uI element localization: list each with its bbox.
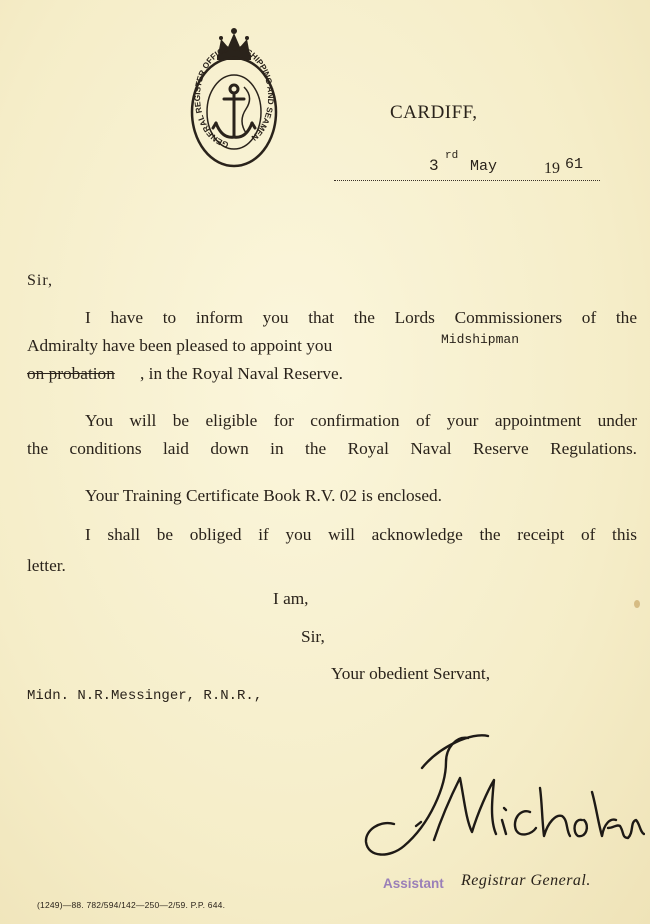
date-month: May: [470, 158, 498, 175]
handwritten-signature: [360, 728, 645, 868]
date-line: [334, 158, 600, 181]
paragraph-1-line-2: Admiralty have been pleased to appoint you: [27, 336, 333, 355]
print-code: (1249)—88. 782/594/142—250—2/59. P.P. 644.: [37, 900, 226, 910]
city-heading: CARDIFF,: [390, 102, 478, 123]
date-year-typed: 61: [565, 156, 584, 173]
registrar-title: Registrar General.: [461, 872, 591, 889]
paragraph-2-line-2: the conditions laid down in the Royal Naval Reserve Regulations.: [27, 439, 637, 458]
paragraph-2-line-1: You will be eligible for confirmation of your appointment under: [85, 411, 637, 430]
svg-text:GENERAL REGISTER OFFICE OF SHI: GENERAL REGISTER OFFICE OF SHIPPING AND SEAMEN: [193, 43, 276, 150]
registry-seal: [188, 25, 280, 170]
paragraph-1-line-3: , in the Royal Naval Reserve.: [140, 364, 343, 383]
struck-text: on probation: [27, 364, 115, 383]
closing-sir: Sir,: [301, 627, 325, 646]
paper-stain: [634, 600, 640, 608]
closing-i-am: I am,: [273, 589, 309, 608]
paragraph-4-line-2: letter.: [27, 556, 66, 575]
typed-rank: Midshipman: [441, 332, 520, 347]
paragraph-3: Your Training Certificate Book R.V. 02 is enclosed.: [85, 486, 442, 505]
assistant-stamp: Assistant: [383, 876, 444, 891]
addressee: Midn. N.R.Messinger, R.N.R.,: [27, 688, 263, 704]
date-day: 3: [429, 157, 439, 175]
salutation: Sir,: [27, 272, 54, 289]
closing-servant: Your obedient Servant,: [331, 664, 491, 683]
paragraph-1-line-1: I have to inform you that the Lords Commissioners of the: [85, 308, 637, 327]
date-year-printed: 19: [544, 160, 560, 177]
paragraph-4-line-1: I shall be obliged if you will acknowledge the receipt of this: [85, 525, 637, 544]
date-day-suffix: rd: [445, 150, 459, 162]
